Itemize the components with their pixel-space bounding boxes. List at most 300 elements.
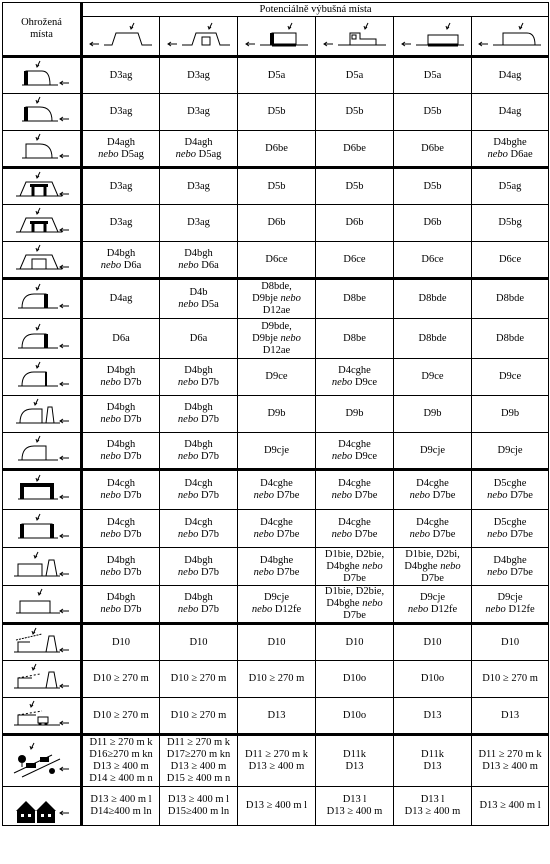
distance-code-cell — [160, 319, 238, 359]
distance-code-line: D11 ≥ 270 m k — [89, 737, 153, 748]
distance-code-cell — [394, 787, 472, 826]
distance-code-line: D4bgh — [106, 438, 136, 450]
house-thick-left-icon — [3, 59, 80, 93]
distance-code-line: D5b — [423, 106, 442, 117]
distance-code-line: D9b — [500, 408, 520, 419]
distance-code-cell — [394, 319, 472, 359]
distance-code-line: D10 — [345, 636, 364, 648]
distance-code-line: nebo D7b — [100, 450, 142, 462]
distance-code-line: nebo D7be — [331, 490, 378, 501]
distance-code-cell — [472, 131, 549, 168]
distance-code-cell — [316, 698, 394, 735]
distance-code-line: D4agh — [107, 136, 135, 148]
distance-code-cell — [238, 548, 316, 586]
distance-code-line: D5b — [423, 180, 442, 192]
distance-code-line: D10 — [111, 636, 131, 648]
endangered-place-cell — [3, 735, 82, 787]
distance-code-cell — [238, 396, 316, 433]
distance-code-cell — [160, 661, 238, 698]
distance-code-line: D4ag — [498, 106, 522, 117]
distance-code-cell — [238, 586, 316, 624]
distance-code-line: D10 ≥ 270 m — [170, 673, 227, 684]
distance-code-line: D7be — [343, 610, 366, 621]
distance-code-line: D15 ≥ 400 m n — [166, 773, 231, 784]
distance-code-line: D4bghe nebo — [404, 560, 461, 572]
distance-code-cell — [160, 57, 238, 94]
distance-code-line: nebo D7b — [100, 566, 142, 578]
distance-code-line: D10 ≥ 270 m — [170, 709, 227, 721]
distance-code-cell — [472, 433, 549, 470]
distance-code-line: D17≥270 m kn — [166, 749, 231, 760]
distance-code-cell — [394, 168, 472, 205]
distance-code-line: D8bde — [496, 332, 525, 344]
distance-code-cell — [316, 168, 394, 205]
distance-code-cell — [394, 94, 472, 131]
distance-code-line: D4bghe nebo — [326, 598, 383, 609]
table-row — [3, 661, 549, 698]
table-row — [3, 433, 549, 470]
distance-code-cell — [238, 698, 316, 735]
distance-code-line: D9b — [423, 408, 442, 419]
distance-code-cell — [472, 57, 549, 94]
distance-code-line: D4cgh — [184, 516, 213, 528]
distance-code-cell — [394, 396, 472, 433]
distance-code-cell — [472, 510, 549, 548]
distance-code-cell — [82, 279, 160, 319]
distance-code-line: D4bghe nebo — [326, 560, 383, 572]
distance-code-line: D8bde — [496, 293, 525, 304]
distance-code-line: nebo D7b — [177, 604, 220, 615]
corner-label-line1: Ohrožená — [21, 17, 62, 28]
distance-code-line: D4bgh — [184, 592, 213, 603]
distance-code-line: D13 — [423, 761, 442, 772]
distance-code-line: D10 ≥ 270 m — [93, 709, 149, 721]
distance-code-line: D3ag — [109, 69, 133, 81]
distance-code-cell — [82, 359, 160, 396]
distance-code-line: D13 ≥ 400 m — [248, 761, 305, 772]
distance-code-cell — [472, 396, 549, 433]
endangered-place-cell — [3, 470, 82, 510]
distance-code-line: nebo D7b — [177, 377, 220, 388]
distance-code-line: D9bde, — [261, 320, 292, 332]
endangered-place-cell — [3, 548, 82, 586]
column-5-header-cell — [394, 17, 472, 57]
distance-code-line: nebo D7b — [100, 528, 142, 540]
distance-code-cell — [160, 548, 238, 586]
distance-code-line: D8bde — [418, 332, 447, 344]
distance-code-line: D4bgh — [106, 592, 136, 603]
distance-code-line: D9ce — [265, 371, 288, 382]
table-row — [3, 242, 549, 279]
distance-code-cell — [160, 698, 238, 735]
distance-code-cell — [316, 396, 394, 433]
distance-code-cell — [238, 624, 316, 661]
distance-code-line: D9ce — [421, 371, 444, 382]
distance-code-cell — [394, 470, 472, 510]
distance-code-cell — [160, 242, 238, 279]
distance-code-cell — [238, 168, 316, 205]
column-3-header-cell — [238, 17, 316, 57]
distance-code-cell — [160, 359, 238, 396]
distance-code-line: D5b — [267, 106, 286, 117]
distance-code-line: D13 ≥ 400 m — [404, 806, 461, 817]
box-barrier-icon — [3, 550, 80, 584]
distance-code-line: D1bie, D2bie, — [324, 586, 385, 597]
table-row — [3, 624, 549, 661]
distance-code-cell — [82, 510, 160, 548]
distance-code-cell — [82, 396, 160, 433]
distance-code-line: D10 — [423, 636, 442, 648]
endangered-place-cell — [3, 319, 82, 359]
dome-thin-icon — [3, 434, 80, 468]
distance-code-line: D4bgh — [184, 554, 213, 566]
distance-code-line: D5a — [423, 69, 442, 81]
roof-vehicle-icon — [3, 699, 80, 733]
distance-code-line: D6a — [189, 332, 208, 344]
distance-code-cell — [238, 131, 316, 168]
distance-code-line: D5bg — [498, 217, 522, 228]
distance-code-line: D3ag — [109, 106, 133, 117]
distance-code-line: D10o — [420, 673, 445, 684]
table-row — [3, 359, 549, 396]
endangered-place-cell — [3, 359, 82, 396]
distance-code-cell — [316, 586, 394, 624]
distance-code-line: nebo D7be — [409, 490, 456, 501]
distance-code-cell — [316, 624, 394, 661]
distance-code-line: D15≥400 m ln — [167, 806, 230, 817]
distance-code-cell — [316, 242, 394, 279]
distance-code-cell — [82, 94, 160, 131]
table-row — [3, 548, 549, 586]
distance-code-cell — [160, 131, 238, 168]
distance-code-line: D9bje nebo — [252, 332, 301, 344]
distance-code-line: D13 ≥ 400 m l — [167, 794, 230, 805]
box-plain-icon — [3, 587, 80, 621]
distance-code-cell — [82, 787, 160, 826]
table-row — [3, 586, 549, 624]
distance-code-cell — [394, 359, 472, 396]
distance-code-cell — [82, 698, 160, 735]
distance-code-cell — [472, 242, 549, 279]
distance-code-line: D10 — [267, 636, 286, 648]
distance-code-line: nebo D7b — [100, 377, 142, 388]
distance-code-cell — [316, 57, 394, 94]
distance-code-cell — [394, 698, 472, 735]
dome-thick-right-icon — [3, 282, 80, 316]
distance-code-line: nebo D7b — [177, 566, 220, 578]
distance-code-line: D13 — [345, 761, 364, 772]
table-row — [3, 510, 549, 548]
distance-code-line: D4bghe — [259, 554, 294, 566]
distance-code-line: D1bie, D2bi, — [405, 548, 460, 560]
distance-code-line: nebo D7b — [100, 414, 142, 425]
table-row — [3, 470, 549, 510]
distance-code-line: nebo D7be — [253, 528, 300, 540]
distance-code-cell — [316, 131, 394, 168]
distance-code-line: D9cje — [263, 592, 290, 603]
distance-code-line: nebo D5a — [178, 299, 219, 310]
distance-code-line: D13 ≥ 400 m — [170, 761, 227, 772]
distance-code-cell — [316, 205, 394, 242]
endangered-place-cell — [3, 131, 82, 168]
dome-open-right-icon — [3, 360, 80, 394]
distance-code-line: D6ce — [265, 253, 288, 265]
distance-code-line: D14 ≥ 400 m n — [89, 773, 153, 784]
distance-code-line: nebo D12fe — [251, 604, 302, 615]
distance-code-cell — [82, 548, 160, 586]
distance-code-line: D4cghe — [338, 438, 371, 450]
distance-code-line: D12ae — [262, 344, 291, 356]
distance-code-cell — [394, 131, 472, 168]
distance-code-cell — [316, 787, 394, 826]
distance-code-line: D4bgh — [184, 365, 213, 376]
distance-code-cell — [394, 279, 472, 319]
distance-code-cell — [238, 279, 316, 319]
distance-code-cell — [82, 586, 160, 624]
distance-code-line: D3ag — [109, 180, 133, 192]
distance-code-line: nebo D9ce — [331, 450, 378, 462]
distance-code-cell — [238, 470, 316, 510]
distance-code-line: D9b — [267, 408, 286, 419]
column-4-header-cell — [316, 17, 394, 57]
distance-code-cell — [82, 735, 160, 787]
distance-code-cell — [82, 661, 160, 698]
shed-thick-wall-icon — [238, 19, 315, 53]
distance-code-cell — [238, 661, 316, 698]
distance-code-line: D13 ≥ 400 m l — [245, 800, 308, 811]
distance-code-cell — [472, 319, 549, 359]
distance-code-cell — [472, 624, 549, 661]
distance-code-cell — [160, 586, 238, 624]
distance-code-cell — [472, 168, 549, 205]
distance-code-line: D11 ≥ 270 m k — [166, 737, 231, 748]
distance-code-cell — [160, 510, 238, 548]
distance-code-line: D13 ≥ 400 m l — [90, 794, 152, 805]
distance-code-line: nebo D12fe — [407, 604, 458, 615]
distance-code-cell — [394, 735, 472, 787]
endangered-place-cell — [3, 510, 82, 548]
distance-code-line: D4cghe — [338, 365, 371, 376]
distance-code-cell — [316, 661, 394, 698]
distance-code-cell — [82, 470, 160, 510]
endangered-place-cell — [3, 698, 82, 735]
distance-code-line: D4bgh — [184, 247, 213, 259]
distance-code-line: nebo D5ag — [175, 148, 222, 160]
distance-code-cell — [394, 624, 472, 661]
distance-code-line: nebo D7be — [487, 528, 533, 540]
distance-code-line: D6a — [112, 332, 130, 344]
dome-thick-right-2-icon — [3, 322, 80, 356]
distance-code-cell — [472, 661, 549, 698]
distance-code-line: D7be — [421, 572, 444, 584]
distance-code-line: nebo D7b — [177, 490, 220, 501]
column-2-header-cell — [160, 17, 238, 57]
distance-code-line: D4bghe — [493, 554, 527, 566]
distance-code-line: D1bie, D2bie, — [324, 548, 385, 560]
distance-code-line: D4ag — [109, 293, 133, 304]
distance-code-line: nebo D7b — [100, 490, 142, 501]
distance-code-cell — [160, 396, 238, 433]
table-row — [3, 319, 549, 359]
distance-code-line: D10 — [500, 636, 520, 648]
distance-code-cell — [316, 510, 394, 548]
distance-code-line: D4bgh — [106, 554, 136, 566]
distance-code-cell — [160, 735, 238, 787]
distance-code-line: D4cghe — [338, 478, 371, 489]
distance-code-cell — [160, 94, 238, 131]
distance-code-line: D13 — [500, 709, 520, 721]
distance-code-line: nebo D7be — [487, 490, 533, 501]
endangered-place-cell — [3, 433, 82, 470]
endangered-place-cell — [3, 396, 82, 433]
distance-code-line: D13 l — [342, 794, 367, 805]
distance-code-line: D9cje — [497, 592, 523, 603]
distance-code-line: nebo D7be — [331, 528, 378, 540]
distance-code-line: nebo D7b — [177, 414, 220, 425]
distance-code-cell — [82, 205, 160, 242]
potential-explosive-header: Potenciálně výbušná místa — [82, 3, 549, 17]
distance-code-line: D13 — [267, 709, 286, 721]
distance-code-cell — [394, 57, 472, 94]
distance-code-cell — [472, 205, 549, 242]
distance-code-cell — [316, 279, 394, 319]
table-row — [3, 205, 549, 242]
distance-code-cell — [394, 205, 472, 242]
endangered-place-cell — [3, 57, 82, 94]
distance-code-line: D5b — [267, 180, 286, 192]
distance-code-cell — [160, 787, 238, 826]
distance-code-line: D4bgh — [106, 365, 136, 376]
endangered-place-cell — [3, 661, 82, 698]
distance-code-line: D5a — [267, 69, 286, 81]
distance-code-line: D10 ≥ 270 m — [482, 673, 538, 684]
table-row — [3, 396, 549, 433]
distance-code-cell — [316, 470, 394, 510]
distance-code-cell — [238, 242, 316, 279]
houses-icon — [3, 789, 80, 823]
distance-code-cell — [472, 787, 549, 826]
distance-code-line: nebo D6ae — [487, 148, 533, 160]
distance-code-cell — [160, 433, 238, 470]
distance-code-line: D16≥270 m kn — [89, 749, 153, 760]
roof-hatched-barrier-icon — [3, 626, 80, 660]
distance-code-line: D11k — [421, 749, 444, 760]
distance-code-cell — [82, 57, 160, 94]
distance-code-line: D13 l — [420, 794, 445, 805]
endangered-place-cell — [3, 205, 82, 242]
distance-code-cell — [238, 510, 316, 548]
distance-code-line: D6be — [421, 142, 444, 154]
distance-code-cell — [160, 470, 238, 510]
distance-code-line: D9b — [345, 408, 364, 419]
frame-pillars-icon — [3, 512, 80, 546]
distance-code-cell — [160, 168, 238, 205]
distance-code-line: D3ag — [187, 69, 210, 81]
distance-code-cell — [472, 698, 549, 735]
distance-code-line: D11k — [343, 749, 366, 760]
table-row — [3, 168, 549, 205]
table-row — [3, 279, 549, 319]
distance-code-cell — [472, 735, 549, 787]
distance-code-line: D8bde, — [261, 281, 292, 292]
distance-code-cell — [316, 359, 394, 396]
distance-code-line: nebo D7be — [253, 566, 300, 578]
endangered-place-cell — [3, 586, 82, 624]
endangered-places-header — [3, 3, 82, 57]
roof-open-barrier-icon — [3, 662, 80, 696]
distance-code-cell — [472, 586, 549, 624]
distance-code-line: D13 — [423, 709, 442, 721]
distance-code-line: D6b — [423, 217, 442, 228]
distance-code-line: D9bje nebo — [252, 293, 301, 304]
distance-code-cell — [238, 433, 316, 470]
distance-code-line: D13 ≥ 400 m — [482, 761, 538, 772]
distance-code-line: D5ag — [498, 180, 522, 192]
distance-code-cell — [160, 624, 238, 661]
distance-code-line: D5b — [345, 180, 364, 192]
distance-code-cell — [238, 205, 316, 242]
column-1-header-cell — [82, 17, 160, 57]
distance-code-line: nebo D5ag — [98, 148, 144, 160]
distance-code-line: D6b — [345, 217, 364, 228]
distance-code-line: nebo D7be — [409, 528, 456, 540]
distance-code-line: D8bde — [418, 293, 447, 304]
distance-code-cell — [472, 279, 549, 319]
distance-code-line: D4bgh — [106, 402, 136, 413]
dome-barrier-icon — [3, 397, 80, 431]
distance-code-cell — [472, 359, 549, 396]
distance-code-line: D9ce — [498, 371, 522, 382]
distance-code-line: nebo D7be — [487, 566, 533, 578]
distance-code-line: D4cghe — [416, 516, 449, 528]
distance-code-cell — [316, 735, 394, 787]
distance-code-cell — [394, 510, 472, 548]
distance-code-line: D8be — [343, 332, 366, 344]
table-row — [3, 131, 549, 168]
distance-code-line: D9cje — [497, 444, 523, 456]
distance-code-line: D6ce — [343, 253, 366, 265]
distance-code-cell — [238, 359, 316, 396]
distance-code-line: D8be — [343, 293, 366, 304]
distance-code-line: D4cghe — [260, 516, 293, 528]
distance-code-line: D4bgh — [106, 247, 136, 259]
shed-with-arrow-icon — [83, 19, 159, 53]
house-thin-round-icon — [3, 132, 80, 166]
endangered-place-cell — [3, 242, 82, 279]
distance-code-line: D4agh — [184, 136, 213, 148]
table-row — [3, 698, 549, 735]
distance-code-cell — [394, 242, 472, 279]
distance-code-line: nebo D7be — [253, 490, 300, 501]
distance-code-line: D4cgh — [184, 478, 213, 489]
box-flat-icon — [394, 19, 471, 53]
distance-code-line: D9cje — [419, 444, 446, 456]
distance-code-line: D4b — [189, 287, 208, 298]
distance-code-line: D10 — [189, 636, 208, 648]
distance-code-cell — [82, 319, 160, 359]
distance-code-line: D4cgh — [107, 516, 135, 528]
distance-code-line: D4cghe — [416, 478, 449, 489]
distance-code-line: D3ag — [187, 106, 210, 117]
road-cars-trees-icon — [3, 741, 80, 781]
distance-code-line: D14≥400 m ln — [90, 806, 152, 817]
distance-code-line: D5cghe — [493, 516, 527, 528]
distance-code-line: D10o — [342, 709, 367, 721]
distance-code-line: D5a — [345, 69, 364, 81]
distance-code-line: nebo D6a — [100, 259, 142, 271]
distance-code-line: D3ag — [187, 180, 210, 192]
distance-code-line: D4bgh — [184, 402, 213, 413]
